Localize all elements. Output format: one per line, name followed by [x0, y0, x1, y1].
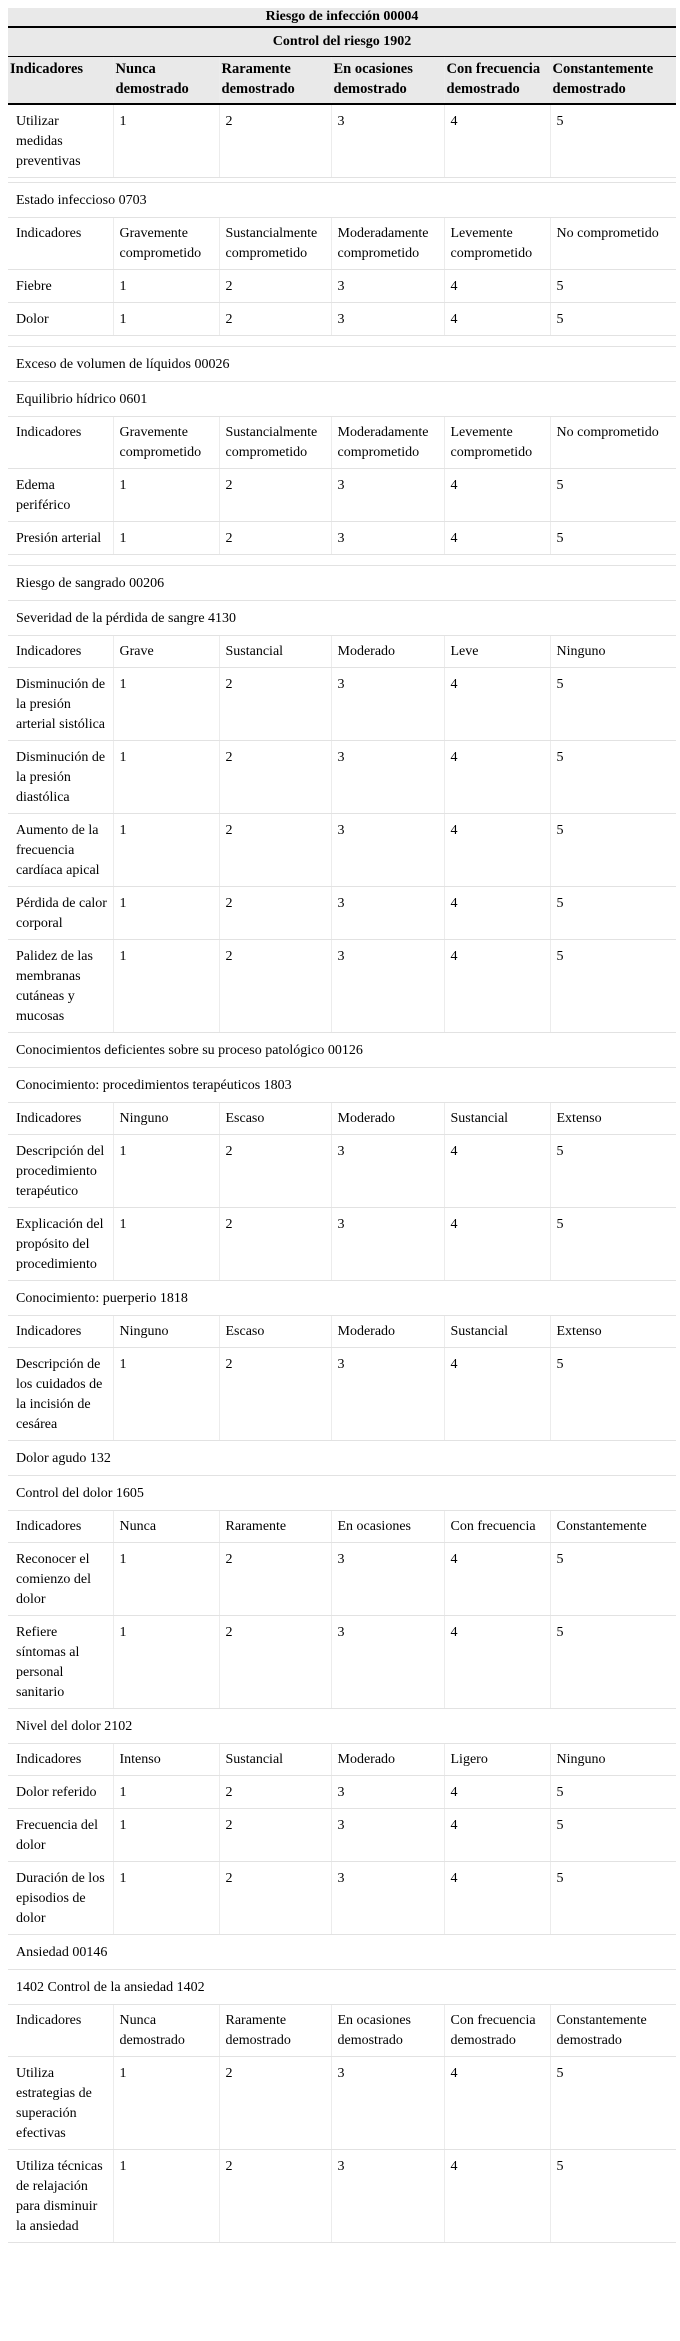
- scale-value: 3: [331, 1616, 444, 1709]
- scale-value: 5: [550, 741, 676, 814]
- scale-value: 2: [219, 1348, 331, 1441]
- scale-value: 3: [331, 1208, 444, 1281]
- indicator-row: [8, 887, 676, 940]
- section-label-row: [8, 1935, 676, 1970]
- indicator-row: [8, 814, 676, 887]
- scale-value: 2: [219, 1543, 331, 1616]
- scale-label: Escaso: [219, 1316, 331, 1348]
- section-label: Conocimiento: procedimientos terapéuticos 1803: [8, 1068, 676, 1103]
- indicator-row: [8, 2057, 676, 2150]
- column-header: Indicadores: [8, 57, 113, 105]
- nursing-outcomes-table: [8, 8, 676, 2243]
- indicator-name: Pérdida de calor corporal: [8, 887, 113, 940]
- scale-label: Sustancial: [444, 1316, 550, 1348]
- scale-value: 3: [331, 940, 444, 1033]
- scale-value: 2: [219, 2150, 331, 2243]
- indicator-row: [8, 1543, 676, 1616]
- scale-value: 4: [444, 1348, 550, 1441]
- scale-value: 1: [113, 1135, 219, 1208]
- scale-label: Extenso: [550, 1103, 676, 1135]
- column-header: En ocasiones demostrado: [331, 57, 444, 105]
- scale-label: En ocasiones: [331, 1511, 444, 1543]
- indicator-header-label: Indicadores: [8, 1316, 113, 1348]
- scale-value: 1: [113, 303, 219, 336]
- table-title-row: [8, 8, 676, 27]
- column-header: Nunca demostrado: [113, 57, 219, 105]
- section-label: Dolor agudo 132: [8, 1441, 676, 1476]
- scale-value: 5: [550, 522, 676, 555]
- scale-value: 5: [550, 940, 676, 1033]
- scale-label: Moderado: [331, 1316, 444, 1348]
- indicator-name: Dolor: [8, 303, 113, 336]
- scale-label: Escaso: [219, 1103, 331, 1135]
- scale-value: 4: [444, 270, 550, 303]
- indicator-name: Frecuencia del dolor: [8, 1809, 113, 1862]
- scale-value: 3: [331, 1776, 444, 1809]
- scale-label: Sustancial: [219, 636, 331, 668]
- scale-value: 1: [113, 522, 219, 555]
- scale-label: No comprometido: [550, 417, 676, 469]
- scale-label: Moderado: [331, 636, 444, 668]
- scale-value: 2: [219, 741, 331, 814]
- indicator-row: [8, 1208, 676, 1281]
- table-body: [8, 8, 676, 2243]
- scale-label: Raramente demostrado: [219, 2005, 331, 2057]
- scale-label: Intenso: [113, 1744, 219, 1776]
- scale-value: 1: [113, 1348, 219, 1441]
- scale-value: 3: [331, 1348, 444, 1441]
- indicator-name: Disminución de la presión arterial sistólica: [8, 668, 113, 741]
- indicator-header-row: [8, 1511, 676, 1543]
- scale-value: 3: [331, 469, 444, 522]
- scale-label: Grave: [113, 636, 219, 668]
- scale-value: 4: [444, 940, 550, 1033]
- scale-label: Ninguno: [550, 1744, 676, 1776]
- scale-value: 3: [331, 2057, 444, 2150]
- column-header: Raramente demostrado: [219, 57, 331, 105]
- indicator-header-label: Indicadores: [8, 1103, 113, 1135]
- scale-value: 1: [113, 104, 219, 178]
- scale-label: Sustancialmente comprometido: [219, 218, 331, 270]
- scale-label: Nunca demostrado: [113, 2005, 219, 2057]
- section-label-row: [8, 1709, 676, 1744]
- scale-value: 1: [113, 270, 219, 303]
- scale-value: 1: [113, 887, 219, 940]
- scale-value: 1: [113, 668, 219, 741]
- indicator-name: Descripción de los cuidados de la incisión de cesárea: [8, 1348, 113, 1441]
- indicator-name: Fiebre: [8, 270, 113, 303]
- indicator-name: Edema periférico: [8, 469, 113, 522]
- scale-value: 5: [550, 1809, 676, 1862]
- section-label-row: [8, 1068, 676, 1103]
- scale-value: 2: [219, 522, 331, 555]
- indicator-header-row: [8, 1103, 676, 1135]
- scale-label: Extenso: [550, 1316, 676, 1348]
- scale-value: 3: [331, 270, 444, 303]
- scale-label: Moderadamente comprometido: [331, 218, 444, 270]
- scale-value: 3: [331, 2150, 444, 2243]
- scale-value: 4: [444, 1809, 550, 1862]
- scale-value: 4: [444, 104, 550, 178]
- scale-value: 4: [444, 741, 550, 814]
- scale-label: Gravemente comprometido: [113, 417, 219, 469]
- scale-value: 2: [219, 668, 331, 741]
- scale-value: 2: [219, 303, 331, 336]
- scale-label: Ligero: [444, 1744, 550, 1776]
- scale-label: Con frecuencia demostrado: [444, 2005, 550, 2057]
- indicator-row: [8, 940, 676, 1033]
- column-header-row: [8, 57, 676, 105]
- scale-label: En ocasiones demostrado: [331, 2005, 444, 2057]
- section-label-row: [8, 1970, 676, 2005]
- indicator-row: [8, 1809, 676, 1862]
- indicator-header-label: Indicadores: [8, 636, 113, 668]
- column-header: Constantemente demostrado: [550, 57, 676, 105]
- scale-value: 5: [550, 2150, 676, 2243]
- section-label: 1402 Control de la ansiedad 1402: [8, 1970, 676, 2005]
- scale-label: Gravemente comprometido: [113, 218, 219, 270]
- scale-value: 2: [219, 104, 331, 178]
- scale-value: 5: [550, 303, 676, 336]
- section-label-row: [8, 566, 676, 601]
- scale-label: Raramente: [219, 1511, 331, 1543]
- indicator-header-label: Indicadores: [8, 2005, 113, 2057]
- scale-value: 3: [331, 1543, 444, 1616]
- scale-label: Nunca: [113, 1511, 219, 1543]
- scale-value: 1: [113, 741, 219, 814]
- indicator-row: [8, 741, 676, 814]
- nursing-outcomes-document: [8, 8, 676, 2243]
- spacer-cell: [8, 336, 676, 347]
- indicator-name: Utilizar medidas preventivas: [8, 104, 113, 178]
- indicator-header-label: Indicadores: [8, 1511, 113, 1543]
- scale-value: 2: [219, 1135, 331, 1208]
- scale-value: 3: [331, 522, 444, 555]
- scale-value: 4: [444, 469, 550, 522]
- scale-value: 1: [113, 1208, 219, 1281]
- scale-value: 1: [113, 1543, 219, 1616]
- scale-label: Ninguno: [113, 1103, 219, 1135]
- scale-value: 2: [219, 814, 331, 887]
- scale-label: Sustancialmente comprometido: [219, 417, 331, 469]
- indicator-header-row: [8, 2005, 676, 2057]
- indicator-name: Aumento de la frecuencia cardíaca apical: [8, 814, 113, 887]
- scale-value: 4: [444, 1616, 550, 1709]
- indicator-header-row: [8, 218, 676, 270]
- spacer-row: [8, 555, 676, 566]
- scale-value: 5: [550, 104, 676, 178]
- scale-value: 5: [550, 1616, 676, 1709]
- scale-value: 4: [444, 1862, 550, 1935]
- section-label: Conocimiento: puerperio 1818: [8, 1281, 676, 1316]
- indicator-name: Disminución de la presión diastólica: [8, 741, 113, 814]
- scale-value: 4: [444, 668, 550, 741]
- scale-value: 1: [113, 469, 219, 522]
- scale-value: 1: [113, 2150, 219, 2243]
- indicator-row: [8, 1862, 676, 1935]
- scale-value: 5: [550, 1135, 676, 1208]
- indicator-name: Presión arterial: [8, 522, 113, 555]
- scale-value: 1: [113, 1809, 219, 1862]
- indicator-header-label: Indicadores: [8, 1744, 113, 1776]
- scale-label: Moderadamente comprometido: [331, 417, 444, 469]
- scale-value: 4: [444, 522, 550, 555]
- scale-label: Levemente comprometido: [444, 218, 550, 270]
- indicator-row: [8, 303, 676, 336]
- scale-value: 4: [444, 887, 550, 940]
- scale-label: Moderado: [331, 1744, 444, 1776]
- scale-value: 3: [331, 741, 444, 814]
- scale-value: 3: [331, 887, 444, 940]
- indicator-name: Utiliza técnicas de relajación para disminuir la ansiedad: [8, 2150, 113, 2243]
- scale-value: 1: [113, 1616, 219, 1709]
- spacer-cell: [8, 555, 676, 566]
- indicator-name: Descripción del procedimiento terapéutico: [8, 1135, 113, 1208]
- scale-value: 5: [550, 814, 676, 887]
- indicator-name: Dolor referido: [8, 1776, 113, 1809]
- scale-value: 2: [219, 469, 331, 522]
- indicator-row: [8, 522, 676, 555]
- section-label-row: [8, 601, 676, 636]
- indicator-row: [8, 2150, 676, 2243]
- section-label: Ansiedad 00146: [8, 1935, 676, 1970]
- scale-value: 2: [219, 1208, 331, 1281]
- scale-value: 1: [113, 940, 219, 1033]
- scale-value: 5: [550, 1862, 676, 1935]
- scale-label: Moderado: [331, 1103, 444, 1135]
- scale-value: 3: [331, 303, 444, 336]
- scale-label: Leve: [444, 636, 550, 668]
- section-label: Control del dolor 1605: [8, 1476, 676, 1511]
- section-label: Estado infeccioso 0703: [8, 183, 676, 218]
- section-label: Equilibrio hídrico 0601: [8, 382, 676, 417]
- indicator-name: Duración de los episodios de dolor: [8, 1862, 113, 1935]
- section-label-row: [8, 347, 676, 382]
- scale-label: Sustancial: [219, 1744, 331, 1776]
- indicator-row: [8, 469, 676, 522]
- indicator-header-row: [8, 1744, 676, 1776]
- scale-value: 4: [444, 303, 550, 336]
- scale-value: 1: [113, 2057, 219, 2150]
- scale-label: Ninguno: [113, 1316, 219, 1348]
- indicator-row: [8, 104, 676, 178]
- section-label-row: [8, 1033, 676, 1068]
- scale-value: 5: [550, 1208, 676, 1281]
- indicator-header-row: [8, 1316, 676, 1348]
- indicator-row: [8, 1348, 676, 1441]
- scale-value: 3: [331, 814, 444, 887]
- scale-value: 4: [444, 2150, 550, 2243]
- section-label: Severidad de la pérdida de sangre 4130: [8, 601, 676, 636]
- scale-value: 2: [219, 1616, 331, 1709]
- indicator-row: [8, 668, 676, 741]
- indicator-header-label: Indicadores: [8, 218, 113, 270]
- scale-value: 3: [331, 1862, 444, 1935]
- scale-label: Con frecuencia: [444, 1511, 550, 1543]
- scale-value: 2: [219, 1862, 331, 1935]
- indicator-name: Palidez de las membranas cutáneas y mucosas: [8, 940, 113, 1033]
- section-label: Nivel del dolor 2102: [8, 1709, 676, 1744]
- scale-value: 2: [219, 270, 331, 303]
- scale-value: 5: [550, 887, 676, 940]
- scale-value: 2: [219, 1776, 331, 1809]
- scale-value: 5: [550, 1348, 676, 1441]
- scale-value: 4: [444, 1135, 550, 1208]
- scale-label: Levemente comprometido: [444, 417, 550, 469]
- scale-value: 4: [444, 1776, 550, 1809]
- section-label: Conocimientos deficientes sobre su proceso patológico 00126: [8, 1033, 676, 1068]
- scale-value: 2: [219, 2057, 331, 2150]
- table-title: Riesgo de infección 00004: [8, 8, 676, 27]
- scale-value: 1: [113, 1776, 219, 1809]
- scale-value: 5: [550, 1543, 676, 1616]
- scale-value: 3: [331, 104, 444, 178]
- scale-value: 4: [444, 2057, 550, 2150]
- indicator-row: [8, 1776, 676, 1809]
- scale-value: 3: [331, 1135, 444, 1208]
- table-subtitle-row: [8, 27, 676, 57]
- scale-value: 5: [550, 1776, 676, 1809]
- scale-label: Ninguno: [550, 636, 676, 668]
- scale-label: Sustancial: [444, 1103, 550, 1135]
- section-label-row: [8, 1476, 676, 1511]
- indicator-name: Reconocer el comienzo del dolor: [8, 1543, 113, 1616]
- scale-value: 5: [550, 2057, 676, 2150]
- section-label-row: [8, 1281, 676, 1316]
- indicator-name: Utiliza estrategias de superación efectivas: [8, 2057, 113, 2150]
- section-label-row: [8, 1441, 676, 1476]
- indicator-row: [8, 270, 676, 303]
- indicator-header-row: [8, 636, 676, 668]
- indicator-name: Explicación del propósito del procedimiento: [8, 1208, 113, 1281]
- scale-value: 5: [550, 270, 676, 303]
- scale-value: 3: [331, 668, 444, 741]
- indicator-row: [8, 1135, 676, 1208]
- section-label: Exceso de volumen de líquidos 00026: [8, 347, 676, 382]
- scale-label: Constantemente demostrado: [550, 2005, 676, 2057]
- scale-value: 5: [550, 668, 676, 741]
- scale-value: 3: [331, 1809, 444, 1862]
- indicator-name: Refiere síntomas al personal sanitario: [8, 1616, 113, 1709]
- scale-value: 4: [444, 1543, 550, 1616]
- scale-label: No comprometido: [550, 218, 676, 270]
- scale-value: 2: [219, 1809, 331, 1862]
- indicator-header-row: [8, 417, 676, 469]
- section-label: Riesgo de sangrado 00206: [8, 566, 676, 601]
- section-label-row: [8, 183, 676, 218]
- scale-value: 4: [444, 1208, 550, 1281]
- scale-label: Constantemente: [550, 1511, 676, 1543]
- scale-value: 5: [550, 469, 676, 522]
- table-subtitle: Control del riesgo 1902: [8, 27, 676, 57]
- spacer-row: [8, 336, 676, 347]
- indicator-header-label: Indicadores: [8, 417, 113, 469]
- section-label-row: [8, 382, 676, 417]
- scale-value: 4: [444, 814, 550, 887]
- scale-value: 2: [219, 887, 331, 940]
- scale-value: 1: [113, 814, 219, 887]
- column-header: Con frecuencia demostrado: [444, 57, 550, 105]
- scale-value: 1: [113, 1862, 219, 1935]
- indicator-row: [8, 1616, 676, 1709]
- scale-value: 2: [219, 940, 331, 1033]
